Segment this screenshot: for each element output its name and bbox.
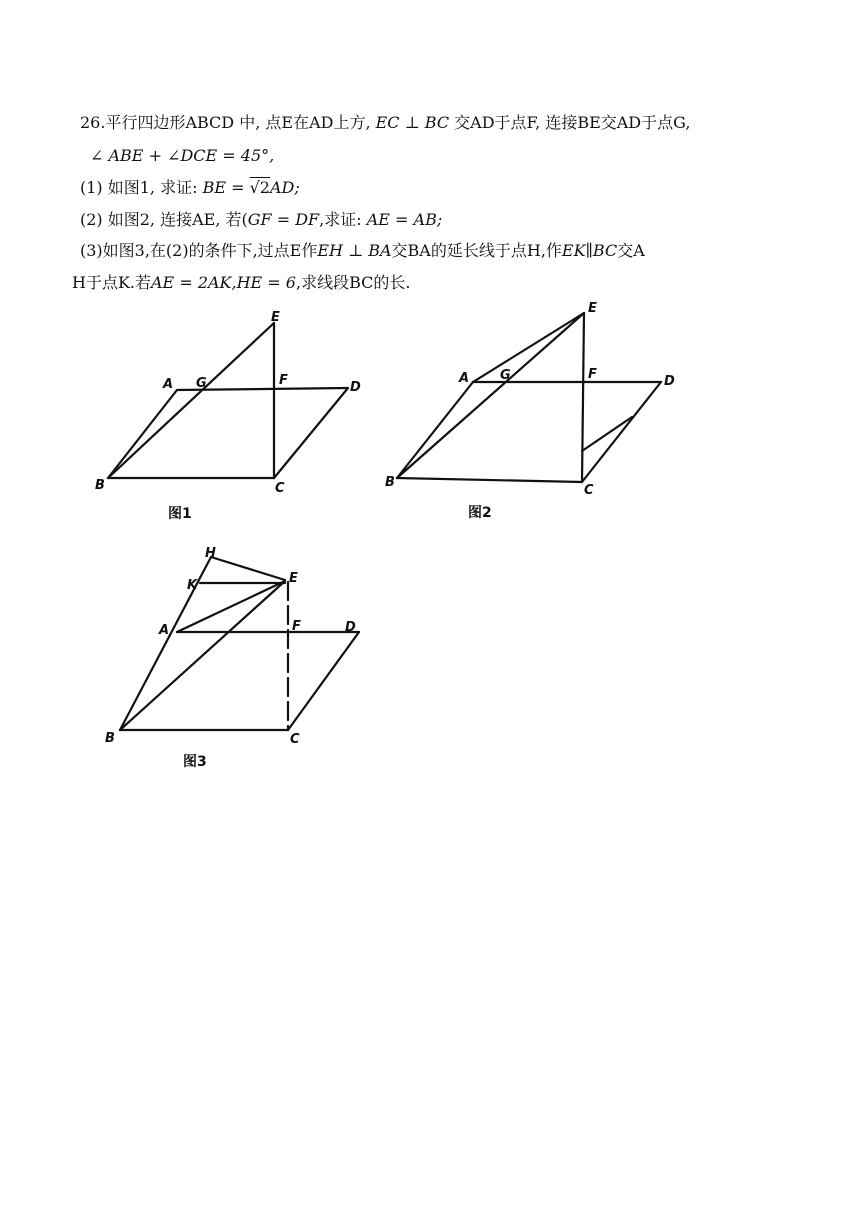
- problem-text: 26.平行四边形ABCD 中, 点E在AD上方,: [80, 113, 376, 132]
- fig1-label-D: D: [350, 380, 361, 395]
- fig3-segment-BH: [120, 557, 211, 730]
- fig2-label-E: E: [588, 301, 597, 316]
- fig3-label-A: A: [159, 623, 170, 638]
- fig3-label-B: B: [105, 731, 115, 746]
- fig2-label-B: B: [385, 475, 395, 490]
- fig2-segment-BC: [397, 478, 582, 482]
- math-expression: EC ⊥ BC: [375, 113, 450, 132]
- fig2-segment-EC: [582, 313, 584, 482]
- fig2-segment-AB: [397, 382, 473, 478]
- fig2-label-D: D: [664, 374, 675, 389]
- fig3-label-C: C: [290, 732, 300, 747]
- fig1-label-E: E: [271, 310, 280, 325]
- math-sqrt: √2: [249, 178, 270, 197]
- problem-text: (2) 如图2, 连接AE, 若(: [80, 210, 248, 229]
- fig2-caption: 图2: [468, 505, 492, 521]
- fig1-label-B: B: [95, 478, 105, 493]
- fig1-segment-CD: [274, 388, 348, 478]
- problem-text: ,求证:: [319, 210, 367, 229]
- problem-text: 交A: [617, 241, 645, 260]
- problem-text: ,求线段BC的长.: [295, 273, 411, 292]
- fig3-segment-HE: [211, 557, 285, 580]
- problem-text: 交AD于点F, 连接BE交AD于点G,: [449, 113, 691, 132]
- fig1-label-G: G: [196, 376, 207, 391]
- fig3-label-E: E: [289, 571, 298, 586]
- fig1-label-C: C: [275, 481, 285, 496]
- fig3-label-K: K: [187, 578, 198, 593]
- fig3-label-D: D: [345, 620, 356, 635]
- fig1-segment-AB: [108, 390, 177, 478]
- fig2-label-G: G: [500, 368, 511, 383]
- math-expression: GF = DF: [247, 210, 320, 229]
- fig2-segment-CD: [582, 382, 661, 482]
- math-expression: EK∥BC: [561, 241, 618, 260]
- problem-text: (3)如图3,在(2)的条件下,过点E作: [80, 241, 318, 260]
- fig3-segment-BE: [120, 581, 285, 730]
- fig3-label-H: H: [205, 546, 216, 561]
- fig1-label-A: A: [163, 377, 174, 392]
- fig2-label-C: C: [584, 483, 594, 498]
- math-expression: EH ⊥ BA: [317, 241, 392, 260]
- fig1-caption: 图1: [168, 506, 192, 522]
- fig3-segment-CD: [288, 632, 359, 730]
- fig2-label-F: F: [588, 367, 597, 382]
- fig3-label-F: F: [292, 619, 301, 634]
- fig1-label-F: F: [279, 373, 288, 388]
- problem-text: H于点K.若: [72, 273, 151, 292]
- problem-text: (1) 如图1, 求证:: [80, 178, 203, 197]
- fig1-segment-BE: [108, 323, 274, 478]
- fig2-label-A: A: [459, 371, 470, 386]
- math-expression: BE =: [202, 178, 250, 197]
- math-expression: AE = 2AK,HE = 6: [151, 273, 296, 292]
- fig2-segment-aux: [582, 417, 632, 451]
- fig3-caption: 图3: [183, 754, 207, 770]
- fig2-segment-BE: [397, 313, 584, 478]
- math-expression: ∠ ABE + ∠DCE = 45°,: [90, 146, 275, 165]
- problem-text: 交BA的延长线于点H,作: [391, 241, 562, 260]
- math-expression: AD;: [269, 178, 300, 197]
- fig2-segment-AE: [473, 313, 584, 382]
- math-expression: AE = AB;: [366, 210, 443, 229]
